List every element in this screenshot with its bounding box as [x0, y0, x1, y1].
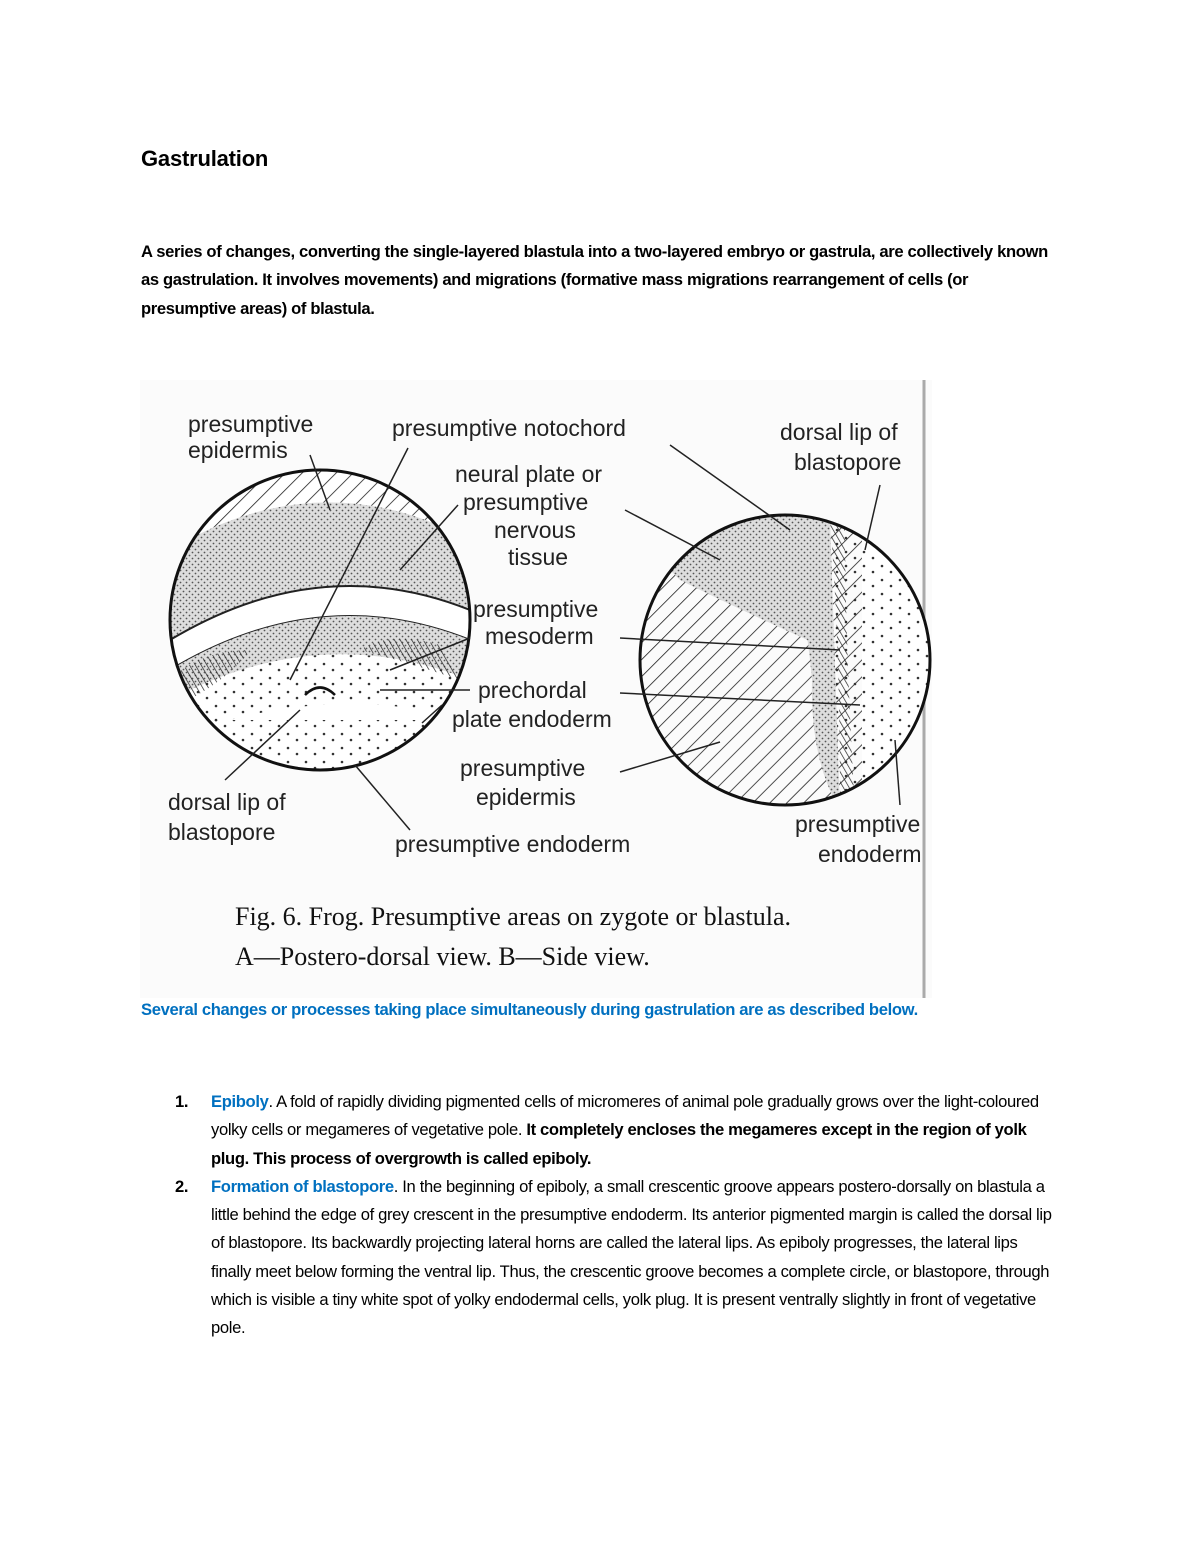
list-number: 2. [175, 1176, 189, 1196]
term-formation-of-blastopore: Formation of blastopore [211, 1176, 394, 1196]
term-epiboly: Epiboly [211, 1092, 269, 1111]
label-neural-plate-4: tissue [508, 544, 569, 570]
step-text: . In the beginning of epiboly, a small crescentic groove appears postero-dorsally on blastula a little behind the edge of grey crescent in the presumptive endoderm. Its anterior pigmented margin is called the dorsal lip of blastopore. Its backwardly projecting lateral horns are called the lateral lips. As epiboly progresses, the lateral lips finally meet below forming the ventral lip. Thus, the crescentic groove becomes a complete circle, or blastopore, through which is visible a tiny white spot of yolky endodermal cells, yolk plug. It is present ventrally slightly in front of vegetative pole. [211, 1176, 1052, 1338]
list-number: 1. [175, 1092, 189, 1111]
label-neural-plate-2: presumptive [463, 489, 589, 515]
label-presumptive-epidermis-a-2: epidermis [188, 437, 288, 463]
section-note: Several changes or processes taking place simultaneously during gastrulation are as described below. [141, 1000, 918, 1019]
intro-paragraph: A series of changes, converting the single-layered blastula into a two-layered embryo or gastrula, are collectively known as gastrulation. It involves movements) and migrations (formative mass migrations rearrangement of cells (or presumptive areas) of blastula. [141, 242, 1048, 318]
figure-diagram [140, 380, 932, 998]
label-neural-plate-3: nervous [494, 517, 576, 543]
label-prechordal-plate-endoderm-2: plate endoderm [452, 706, 612, 732]
page-title: Gastrulation [141, 146, 269, 171]
label-dorsal-lip-a: dorsal lip of [168, 789, 286, 815]
label-dorsal-lip-a-2: blastopore [168, 819, 276, 845]
label-presumptive-mesoderm: presumptive [473, 596, 599, 622]
label-presumptive-endoderm: presumptive endoderm [395, 831, 631, 857]
figure-caption-line-1: Fig. 6. Frog. Presumptive areas on zygote or blastula. [235, 902, 792, 931]
label-prechordal-plate-endoderm: prechordal [478, 677, 587, 703]
label-presumptive-mesoderm-2: mesoderm [485, 623, 594, 649]
label-presumptive-endoderm-b: presumptive [795, 811, 921, 837]
label-dorsal-lip-b: dorsal lip of [780, 419, 898, 445]
figure-frog-presumptive-areas [140, 380, 932, 998]
step-text: . A fold of rapidly dividing pigmented cells of micromeres of animal pole gradually grows over the light-coloured yolky cells or megameres of vegetative pole. [211, 1092, 1039, 1140]
list-item-epiboly [141, 1088, 1061, 1173]
label-presumptive-epidermis-b-2: epidermis [476, 784, 576, 810]
label-presumptive-endoderm-b-2: endoderm [818, 841, 922, 867]
label-neural-plate: neural plate or [455, 461, 603, 487]
label-presumptive-notochord: presumptive notochord [392, 415, 626, 441]
steps-list [141, 1088, 1061, 1343]
step-bold-text: It completely encloses the megameres except in the region of yolk plug. This process of overgrowth is called epiboly. [211, 1120, 1027, 1168]
label-presumptive-epidermis-b: presumptive [460, 755, 586, 781]
label-dorsal-lip-b-2: blastopore [794, 449, 902, 475]
figure-caption-line-2: A—Postero-dorsal view. B—Side view. [235, 942, 650, 971]
label-presumptive-epidermis-a: presumptive [188, 411, 314, 437]
list-item-formation-of-blastopore [141, 1173, 1061, 1343]
